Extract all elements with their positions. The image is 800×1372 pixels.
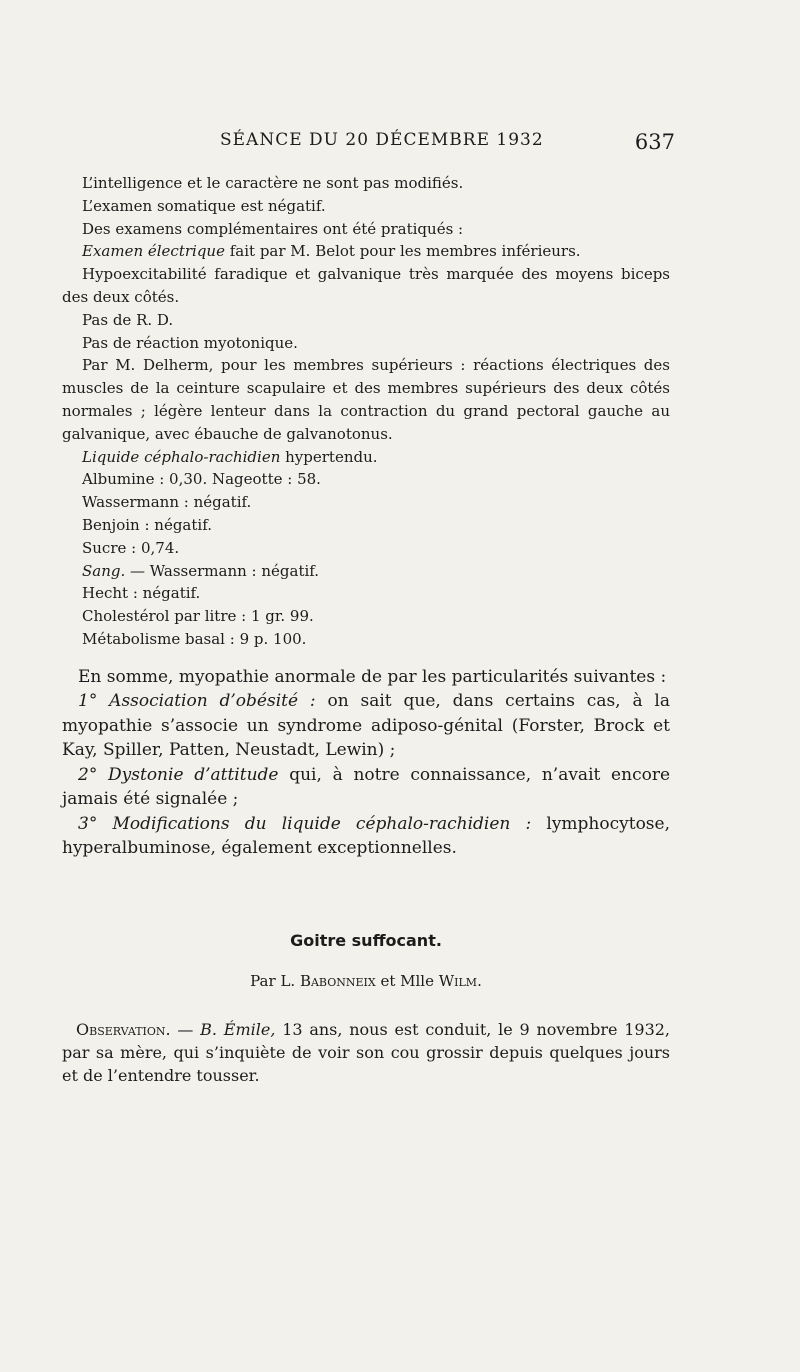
finding-line: Hecht : négatif.: [82, 584, 201, 603]
finding-line: L’examen somatique est négatif.: [82, 196, 326, 215]
finding-line: Examen électrique fait par M. Belot pour les membres inférieurs.: [82, 242, 581, 261]
conclusion-point: 3° Modifications du liquide céphalo-rachidien : lymphocytose, hyperalbuminose, également exceptionnelles.: [62, 813, 670, 859]
section-title: Goitre suffocant.: [290, 930, 442, 950]
page-number: 637: [634, 130, 675, 154]
running-title: SÉANCE DU 20 DÉCEMBRE 1932: [220, 130, 544, 150]
finding-line: Des examens complémentaires ont été pratiqués :: [82, 219, 464, 238]
page-header: [60, 130, 675, 164]
finding-line: Sucre : 0,74.: [82, 538, 180, 557]
observation: [62, 1018, 670, 1087]
finding-line: Métabolisme basal : 9 p. 100.: [82, 629, 307, 648]
finding-line: Hypoexcitabilité faradique et galvanique très marquée des moyens biceps des deux côtés.: [62, 265, 670, 306]
finding-line: Wassermann : négatif.: [82, 493, 252, 512]
observation-paragraph: Observation. — B. Émile, 13 ans, nous est conduit, le 9 novembre 1932, par sa mère, qui s’inquiète de voir son cou grossir depuis quelques jours et de l’entendre tousser.: [62, 1019, 671, 1085]
finding-line: Benjoin : négatif.: [82, 515, 212, 534]
finding-line: Par M. Delherm, pour les membres supérieurs : réactions électriques des muscles de la ceinture scapulaire et des membres supérieurs des deux côtés normales ; légère lenteur dans la contraction du grand pectoral gauche au galvanique, avec ébauche de galvanotonus.: [62, 356, 670, 443]
page-body: [62, 172, 670, 1087]
finding-line: Albumine : 0,30. Nageotte : 58.: [82, 470, 321, 489]
case-findings: [62, 172, 670, 651]
finding-line: Pas de R. D.: [82, 310, 174, 329]
byline: Par L. Babonneix et Mlle Wilm.: [250, 971, 482, 990]
finding-line: Cholestérol par litre : 1 gr. 99.: [82, 607, 314, 626]
conclusion-point: 1° Association d’obésité : on sait que, dans certains cas, à la myopathie s’associe un syndrome adiposo-génital (Forster, Brock et Kay, Spiller, Patten, Neustadt, Lewin) ;: [62, 691, 670, 761]
finding-line: Sang. — Wassermann : négatif.: [82, 561, 320, 580]
author-name: Wilm.: [438, 971, 482, 990]
author-name: Babonneix: [299, 971, 376, 990]
finding-line: Liquide céphalo-rachidien hypertendu.: [82, 447, 378, 466]
conclusion-intro: En somme, myopathie anormale de par les particularités suivantes :: [78, 666, 667, 687]
observation-label: Observation.: [76, 1019, 171, 1039]
finding-line: L’intelligence et le caractère ne sont pas modifiés.: [82, 174, 464, 192]
conclusion: [62, 665, 670, 861]
finding-line: Pas de réaction myotonique.: [82, 333, 298, 352]
patient-name: B. Émile,: [200, 1019, 276, 1039]
conclusion-point: 2° Dystonie d’attitude qui, à notre connaissance, n’avait encore jamais été signalée ;: [62, 764, 671, 810]
